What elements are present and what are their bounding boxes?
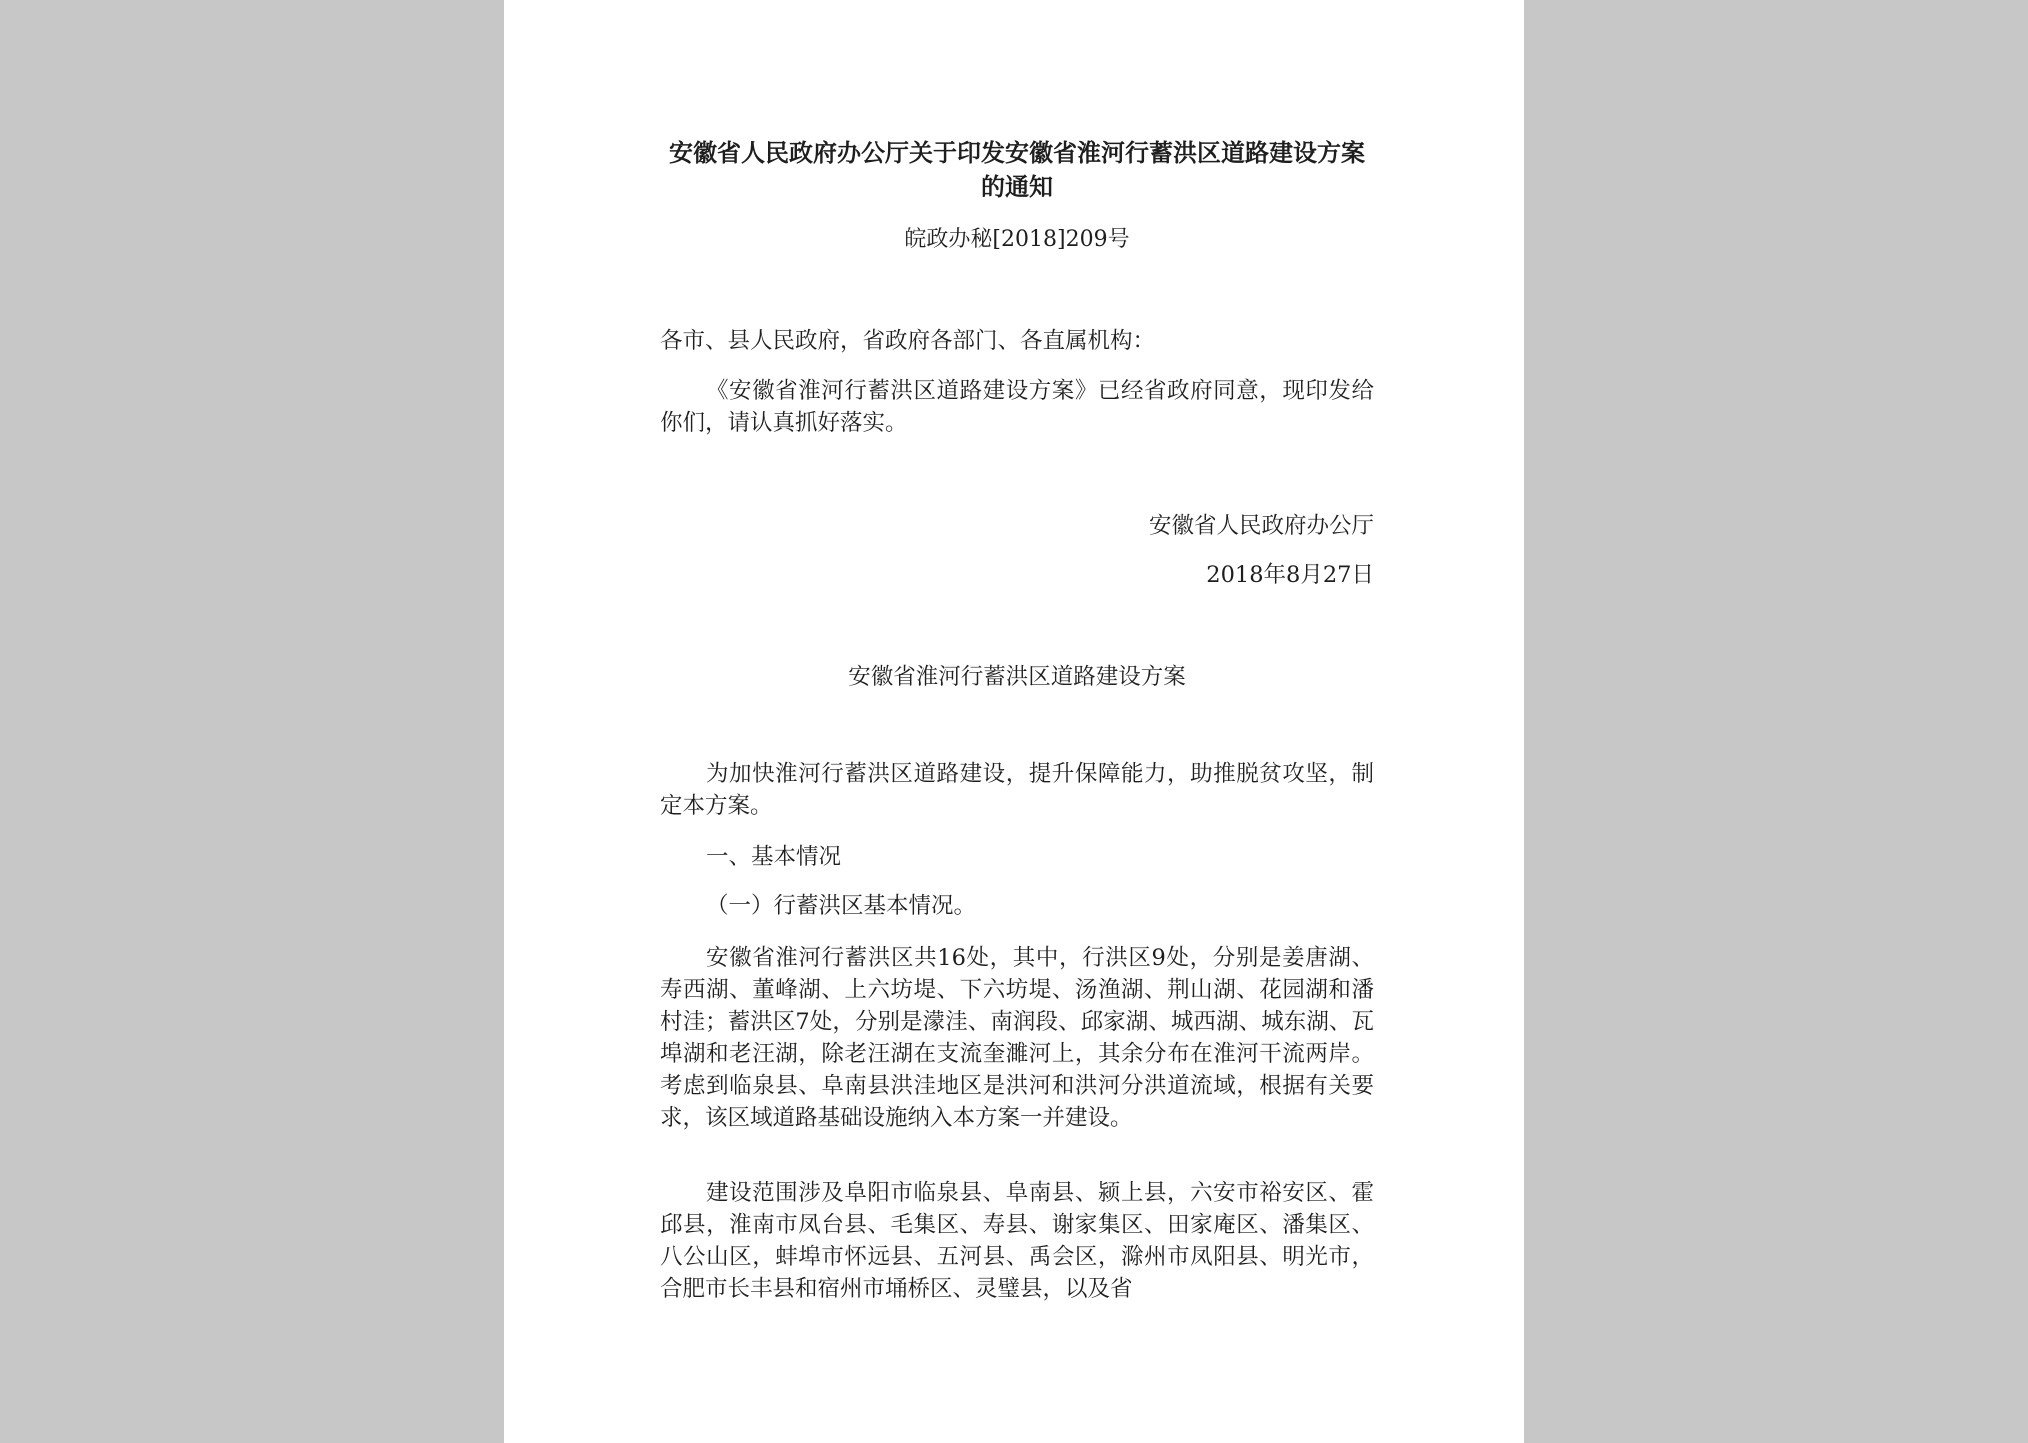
document-page: [504, 0, 1524, 1443]
document-title: 安徽省人民政府办公厅关于印发安徽省淮河行蓄洪区道路建设方案的通知: [669, 138, 1365, 201]
addressee: 各市、县人民政府，省政府各部门、各直属机构：: [660, 328, 1156, 354]
plan-title: 安徽省淮河行蓄洪区道路建设方案: [848, 664, 1186, 690]
subsection-heading-1: （一）行蓄洪区基本情况。: [706, 893, 977, 919]
notice-body: 《安徽省淮河行蓄洪区道路建设方案》已经省政府同意，现印发给你们，请认真抓好落实。: [660, 378, 1374, 436]
paragraph-2: 建设范围涉及阜阳市临泉县、阜南县、颍上县，六安市裕安区、霍邱县，淮南市凤台县、毛集区、寿县、谢家集区、田家庵区、潘集区、八公山区，蚌埠市怀远县、五河县、禹会区，滁州市凤阳县、明光市，合肥市长丰县和宿州市埇桥区、灵璧县，以及省: [660, 1180, 1374, 1302]
paragraph-1: 安徽省淮河行蓄洪区共16处，其中，行洪区9处，分别是姜唐湖、寿西湖、董峰湖、上六坊堤、下六坊堤、汤渔湖、荆山湖、花园湖和潘村洼；蓄洪区7处，分别是濛洼、南润段、邱家湖、城西湖、城东湖、瓦埠湖和老汪湖，除老汪湖在支流奎濉河上，其余分布在淮河干流两岸。考虑到临泉县、阜南县洪洼地区是洪河和洪河分洪道流域，根据有关要求，该区域道路基础设施纳入本方案一并建设。: [660, 945, 1374, 1131]
issue-date: 2018年8月27日: [1206, 562, 1374, 588]
intro-paragraph: 为加快淮河行蓄洪区道路建设，提升保障能力，助推脱贫攻坚，制定本方案。: [660, 761, 1374, 819]
document-number: 皖政办秘[2018]209号: [904, 227, 1130, 252]
section-heading-1: 一、基本情况: [706, 844, 842, 870]
issuer: 安徽省人民政府办公厅: [1148, 513, 1374, 539]
